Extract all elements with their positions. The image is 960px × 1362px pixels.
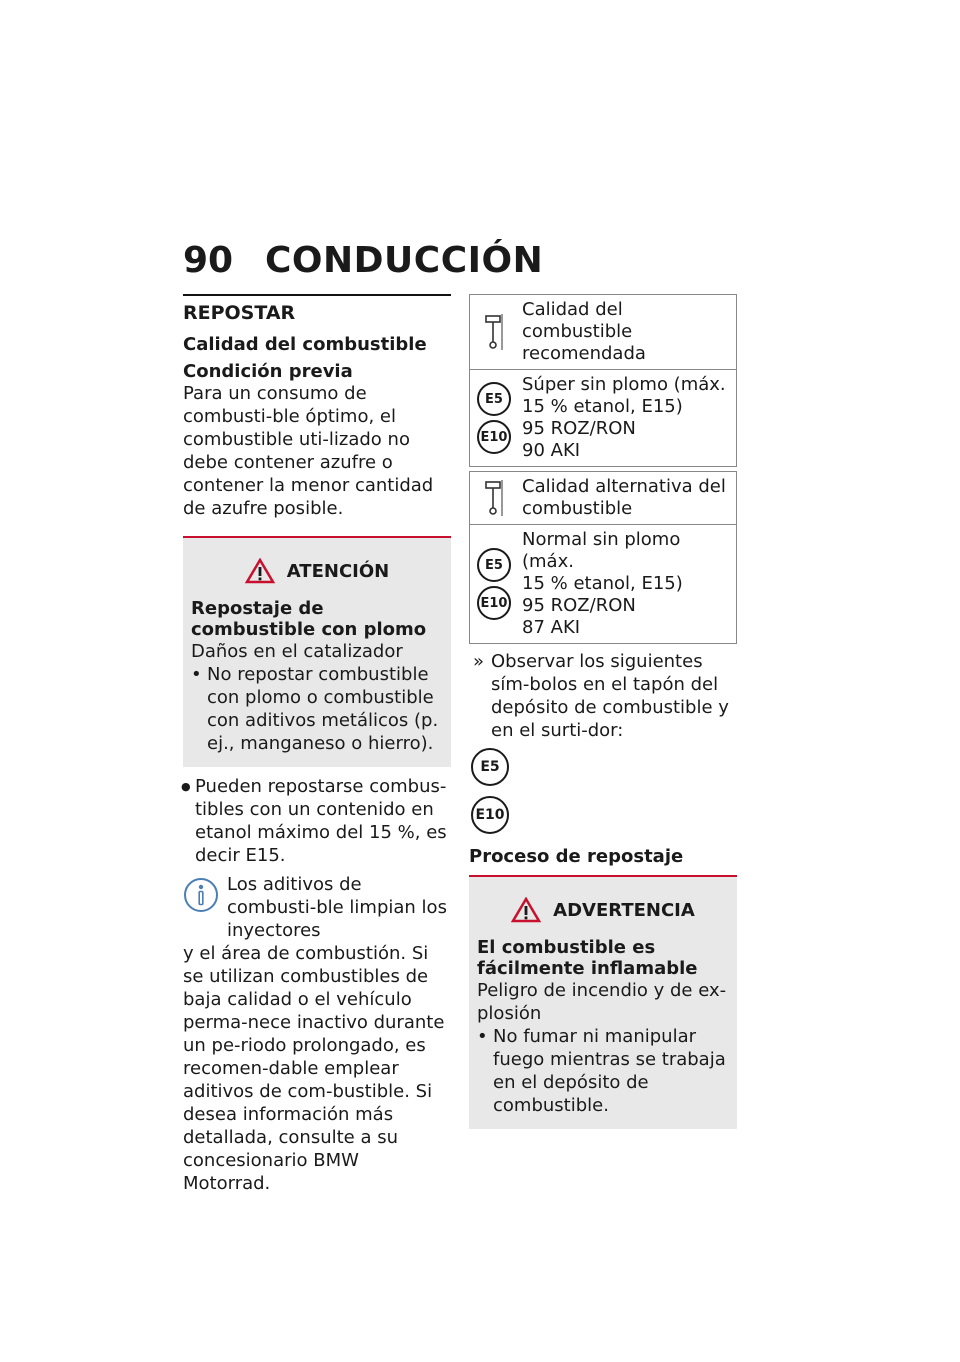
subsection-title: Calidad del combustible (183, 334, 427, 355)
note-rest: y el área de combustión. Si se utilizan combustibles de baja calidad o el vehículo perma-nece inactivo durante un pe-riodo prolongado, es recomen-dable emplear aditivos de com-bustible. Si desea información más detallada, consulte a su concesionario BMW Motorrad. (183, 943, 445, 1194)
process-title: Proceso de repostaje (469, 846, 684, 867)
page-number: 90 (183, 240, 234, 281)
fuel-line-1: Normal sin plomo (máx. (522, 529, 681, 572)
fuel-line-2: 15 % etanol, E15) (522, 396, 683, 417)
fuel-table-head-text: Calidad alternativa del combustible (522, 476, 726, 519)
left-column (183, 294, 451, 1195)
attention-heading: Repostaje de combustible con plomo (191, 598, 427, 640)
fuel-table-head (470, 295, 736, 369)
warning-triangle-icon (245, 558, 275, 584)
warning-cause: Peligro de incendio y de ex-plosión (477, 980, 727, 1024)
ethanol-bullet: ● Pueden repostarse combus-tibles con un contenido en etanol máximo del 15 %, es decir E15. (183, 775, 451, 867)
fuel-table-head-text: Calidad del combustible recomendada (522, 299, 646, 364)
fuel-pump-icon (483, 312, 505, 352)
fuel-table-alternative (469, 471, 737, 644)
attention-cause: Daños en el catalizador (191, 641, 403, 662)
info-note (183, 873, 451, 1195)
fuel-table-row (470, 369, 736, 466)
e10-badge-icon: E10 (477, 586, 511, 620)
e5-badge-icon: E5 (477, 548, 511, 582)
fuel-line-2: 15 % etanol, E15) (522, 573, 683, 594)
attention-header (191, 558, 443, 584)
fuel-table-head (470, 472, 736, 524)
observe-instruction: » Observar los siguientes sím-bolos en el tapón del depósito de combustible y en el surti-dor: (469, 650, 737, 742)
warning-label: ADVERTENCIA (553, 899, 695, 921)
e10-badge-icon: E10 (477, 420, 511, 454)
warning-triangle-icon (511, 897, 541, 923)
attention-box (183, 538, 451, 767)
fuel-line-3: 95 ROZ/RON (522, 595, 636, 616)
warning-bullet: • No fumar ni manipular fuego mientras se trabaja en el depósito de combustible. (477, 1025, 729, 1117)
info-icon (183, 877, 219, 913)
note-first-lines: Los aditivos de combusti-ble limpian los inyectores (227, 874, 447, 941)
warning-header (477, 897, 729, 923)
condition-title: Condición previa (183, 361, 353, 382)
fuel-line-3: 95 ROZ/RON (522, 418, 636, 439)
fuel-line-4: 87 AKI (522, 617, 581, 638)
warning-heading: El combustible es fácilmente inflamable (477, 937, 698, 979)
section-rule (183, 294, 451, 296)
e5-badge-icon: E5 (477, 382, 511, 416)
chapter-title: CONDUCCIÓN (265, 240, 544, 281)
fuel-symbols (469, 748, 737, 834)
right-column (469, 294, 737, 1129)
e5-badge-icon: E5 (471, 748, 509, 786)
e10-badge-icon: E10 (471, 796, 509, 834)
fuel-line-4: 90 AKI (522, 440, 581, 461)
fuel-line-1: Súper sin plomo (máx. (522, 374, 726, 395)
fuel-pump-icon (483, 478, 505, 518)
fuel-table-row (470, 524, 736, 643)
fuel-table-recommended (469, 294, 737, 467)
section-title: REPOSTAR (183, 302, 296, 324)
attention-label: ATENCIÓN (286, 560, 390, 582)
warning-box (469, 877, 737, 1129)
attention-bullet: • No repostar combustible con plomo o combustible con aditivos metálicos (p. ej., manganeso o hierro). (191, 663, 443, 755)
condition-text: Para un consumo de combusti-ble óptimo, el combustible uti-lizado no debe contener azufre o contener la menor cantidad de azufre posible. (183, 383, 434, 519)
